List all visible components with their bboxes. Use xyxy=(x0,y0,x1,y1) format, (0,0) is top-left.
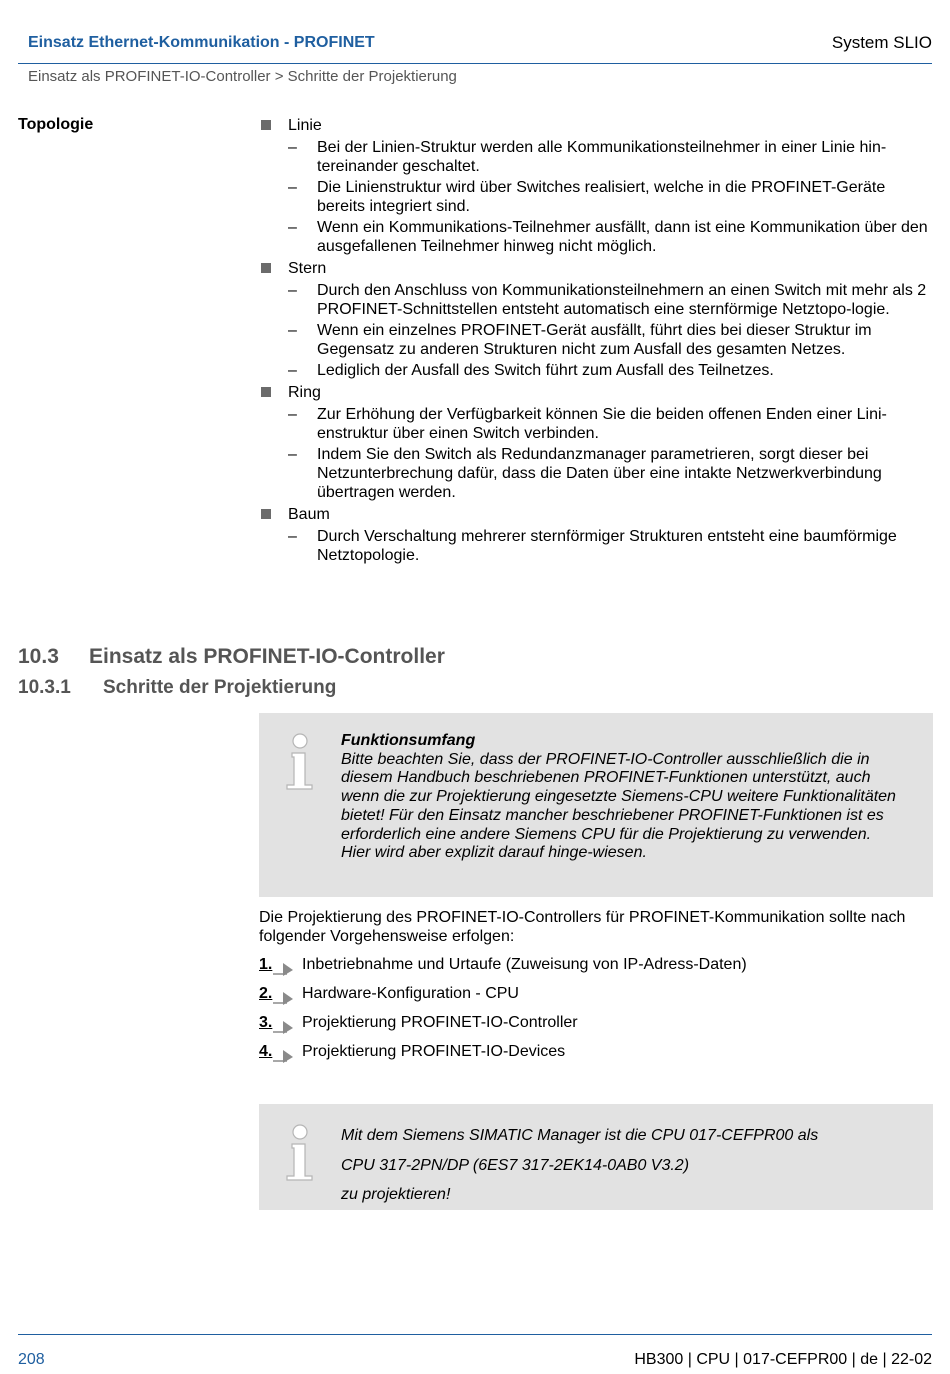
sub-bullet: – Bei der Linien-Struktur werden alle Kommunikationsteilnehmer in einer Linie hin-tereinander geschaltet. xyxy=(288,139,887,175)
sub-bullet-text: Wenn ein einzelnes PROFINET-Gerät ausfällt, führt dies bei dieser Struktur im Gegensatz zu anderen Strukturen nicht zum Ausfall des gesamten Netzes. xyxy=(317,322,872,358)
topology-item-title: Baum xyxy=(288,506,330,523)
topology-item-title: Ring xyxy=(288,384,321,401)
sub-bullet: – Zur Erhöhung der Verfügbarkeit können Sie die beiden offenen Enden einer Lini-enstruktur über einen Switch verbinden. xyxy=(288,406,887,442)
topology-item-title: Linie xyxy=(288,117,322,134)
sub-bullet-text: Die Linienstruktur wird über Switches realisiert, welche in die PROFINET-Geräte bereits integriert sind. xyxy=(317,179,886,215)
square-bullet-icon xyxy=(261,120,271,130)
sub-bullet-text: Indem Sie den Switch als Redundanzmanager parametrieren, sorgt dieser bei Netzunterbrechung dafür, dass die Daten über eine intakte Netzwerkverbindung übertragen werden. xyxy=(317,446,882,501)
step-item xyxy=(259,985,931,1014)
note-body xyxy=(341,732,901,863)
breadcrumb: Einsatz als PROFINET-IO-Controller > Schritte der Projektierung xyxy=(28,68,457,85)
sub-bullet-text: Zur Erhöhung der Verfügbarkeit können Sie die beiden offenen Enden einer Lini-enstruktur über einen Switch verbinden. xyxy=(317,406,887,442)
step-text: Hardware-Konfiguration - CPU xyxy=(302,985,519,1002)
sub-bullet: – Durch den Anschluss von Kommunikationsteilnehmern an einen Switch mit mehr als 2 PROFINET-Schnittstellen entsteht automatisch eine sternförmige Netztopo-logie. xyxy=(288,282,927,318)
sub-bullet: – Indem Sie den Switch als Redundanzmanager parametrieren, sorgt dieser bei Netzunterbrechung dafür, dass die Daten über eine intakte Netzwerkverbindung übertragen werden. xyxy=(288,446,882,501)
step-number: 3. xyxy=(259,1014,273,1031)
note-text: Bitte beachten Sie, dass der PROFINET-IO-Controller ausschließlich die in diesem Handbuch beschriebenen PROFINET-Funktionen unterstützt, auch wenn die zur Projektierung eingesetzte Siemens-CPU weitere Funktionalitäten bietet! Für den Einsatz mancher beschriebener PROFINET-Funktionen ist es erforderlich eine andere Siemens CPU für die Projektierung zu verwenden. Hier wird aber explizit darauf hinge-wiesen. xyxy=(341,750,896,862)
square-bullet-icon xyxy=(261,387,271,397)
sub-bullet: – Die Linienstruktur wird über Switches realisiert, welche in die PROFINET-Geräte bereits integriert sind. xyxy=(288,179,886,215)
note-heading: Funktionsumfang xyxy=(341,732,476,749)
info-icon xyxy=(283,733,317,793)
topology-list xyxy=(260,116,932,568)
sub-bullet-text: Durch den Anschluss von Kommunikationsteilnehmern an einen Switch mit mehr als 2 PROFINET-Schnittstellen entsteht automatisch eine sternförmige Netztopo-logie. xyxy=(317,282,927,318)
topology-item-ring xyxy=(260,383,932,502)
subsection-heading xyxy=(18,677,336,699)
step-arrow-icon xyxy=(273,989,293,1005)
step-arrow-icon xyxy=(273,1018,293,1034)
info-icon xyxy=(283,1124,317,1184)
square-bullet-icon xyxy=(261,263,271,273)
step-item xyxy=(259,1043,931,1072)
steps-list xyxy=(259,956,931,1072)
step-number: 1. xyxy=(259,956,273,973)
note-line: zu projektieren! xyxy=(341,1186,451,1203)
step-item xyxy=(259,956,931,985)
topology-item-stern xyxy=(260,259,932,380)
header-product: System SLIO xyxy=(831,33,932,52)
topology-item-title: Stern xyxy=(288,260,327,277)
document-reference: HB300 | CPU | 017-CEFPR00 | de | 22-02 xyxy=(634,1351,932,1368)
sub-bullet-text: Lediglich der Ausfall des Switch führt zum Ausfall des Teilnetzes. xyxy=(317,362,774,379)
header-divider xyxy=(18,63,932,64)
sub-bullet: – Wenn ein Kommunikations-Teilnehmer ausfällt, dann ist eine Kommunikation über den ausgefallenen Teilnehmer hinweg nicht möglich. xyxy=(288,219,928,255)
topology-item-linie xyxy=(260,116,932,256)
step-item xyxy=(259,1014,931,1043)
note-body xyxy=(341,1121,901,1210)
page-number: 208 xyxy=(18,1351,45,1368)
step-number: 2. xyxy=(259,985,273,1002)
section-number: 10.3 xyxy=(18,645,59,668)
note-line: CPU 317-2PN/DP (6ES7 317-2EK14-0AB0 V3.2) xyxy=(341,1156,690,1174)
intro-paragraph: Die Projektierung des PROFINET-IO-Controllers für PROFINET-Kommunikation sollte nach folgender Vorgehensweise erfolgen: xyxy=(259,909,906,945)
subsection-number: 10.3.1 xyxy=(18,677,71,698)
subsection-title: Schritte der Projektierung xyxy=(103,677,337,698)
step-number: 4. xyxy=(259,1043,273,1060)
step-arrow-icon xyxy=(273,1047,293,1063)
info-note-functional-scope xyxy=(259,713,933,897)
sub-bullet-text: Bei der Linien-Struktur werden alle Kommunikationsteilnehmer in einer Linie hin-tereinander geschaltet. xyxy=(317,139,887,175)
section-title: Einsatz als PROFINET-IO-Controller xyxy=(89,645,445,668)
step-text: Projektierung PROFINET-IO-Devices xyxy=(302,1043,566,1060)
footer-divider xyxy=(18,1334,932,1335)
topology-label: Topologie xyxy=(18,116,94,133)
topology-item-baum xyxy=(260,505,932,565)
step-text: Projektierung PROFINET-IO-Controller xyxy=(302,1014,578,1031)
sub-bullet-text: Wenn ein Kommunikations-Teilnehmer ausfällt, dann ist eine Kommunikation über den ausgefallenen Teilnehmer hinweg nicht möglich. xyxy=(317,219,928,255)
section-heading xyxy=(18,645,445,669)
sub-bullet-text: Durch Verschaltung mehrerer sternförmiger Strukturen entsteht eine baumförmige Netztopologie. xyxy=(317,528,897,564)
note-line: Mit dem Siemens SIMATIC Manager ist die CPU 017-CEFPR00 als xyxy=(341,1127,819,1144)
sub-bullet: – Lediglich der Ausfall des Switch führt zum Ausfall des Teilnetzes. xyxy=(288,362,774,379)
step-text: Inbetriebnahme und Urtaufe (Zuweisung von IP-Adress-Daten) xyxy=(302,956,747,973)
sub-bullet: – Durch Verschaltung mehrerer sternförmiger Strukturen entsteht eine baumförmige Netztopologie. xyxy=(288,528,897,564)
info-note-simatic xyxy=(259,1104,933,1210)
step-arrow-icon xyxy=(273,960,293,976)
header-title: Einsatz Ethernet-Kommunikation - PROFINET xyxy=(28,34,375,51)
sub-bullet: – Wenn ein einzelnes PROFINET-Gerät ausfällt, führt dies bei dieser Struktur im Gegensatz zu anderen Strukturen nicht zum Ausfall des gesamten Netzes. xyxy=(288,322,872,358)
square-bullet-icon xyxy=(261,509,271,519)
